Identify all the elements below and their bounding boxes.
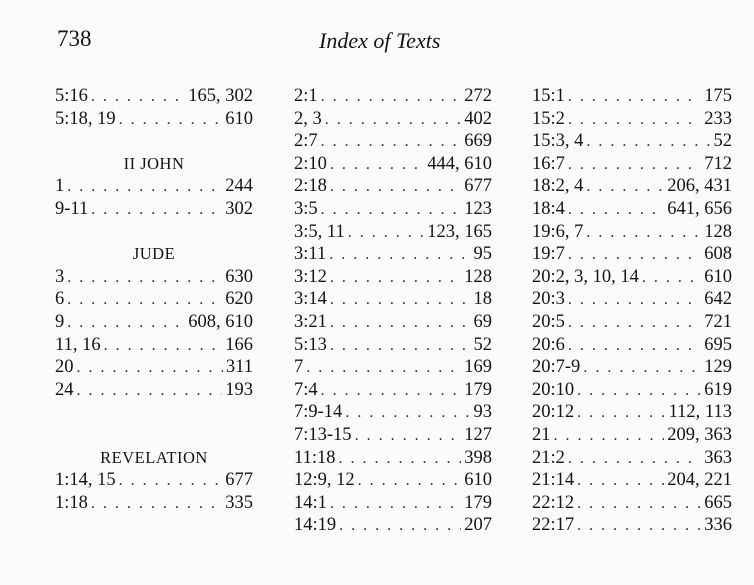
- verse-reference: 3:11: [294, 244, 327, 265]
- verse-reference: 2:18: [294, 176, 327, 197]
- index-column-1: [55, 85, 253, 514]
- index-entry: [294, 379, 492, 402]
- leader-dots: [568, 312, 701, 335]
- verse-reference: 1:14, 15: [55, 470, 116, 491]
- verse-reference: 2:10: [294, 153, 327, 174]
- index-entry: [55, 334, 253, 357]
- leader-dots: [321, 199, 462, 222]
- verse-reference: 5:18, 19: [55, 108, 116, 129]
- page-references: 608: [704, 244, 732, 265]
- leader-dots: [577, 470, 664, 493]
- verse-reference: 15:1: [532, 86, 565, 106]
- page-references: 93: [473, 402, 492, 423]
- verse-reference: 18:4: [532, 198, 565, 219]
- leader-dots: [338, 448, 461, 471]
- page-references: 402: [464, 108, 492, 129]
- leader-dots: [321, 380, 462, 403]
- leader-dots: [104, 335, 223, 358]
- index-entry: [294, 243, 492, 266]
- leader-dots: [67, 289, 222, 312]
- verse-reference: 21: [532, 424, 551, 445]
- leader-dots: [642, 267, 701, 290]
- page-references: 695: [704, 334, 732, 355]
- verse-reference: 24: [55, 379, 74, 400]
- index-entry: [532, 356, 732, 379]
- index-entry: [532, 424, 732, 447]
- page-references: 179: [464, 379, 492, 400]
- verse-reference: 16:7: [532, 153, 565, 174]
- leader-dots: [568, 244, 701, 267]
- leader-dots: [119, 109, 223, 132]
- page-references: 233: [704, 108, 732, 129]
- spacer: [55, 221, 253, 244]
- index-entry: [532, 108, 732, 131]
- leader-dots: [568, 335, 701, 358]
- index-entry: [55, 311, 253, 334]
- page-references: 95: [473, 244, 492, 265]
- index-entry: [532, 401, 732, 424]
- verse-reference: 7: [294, 357, 304, 378]
- leader-dots: [568, 154, 701, 177]
- verse-reference: 5:13: [294, 334, 327, 355]
- leader-dots: [91, 493, 222, 516]
- verse-reference: 19:7: [532, 244, 565, 265]
- index-entry: [294, 108, 492, 131]
- index-entry: [532, 469, 732, 492]
- index-entry: [532, 198, 732, 221]
- page-references: 712: [704, 153, 732, 174]
- index-entry: [294, 469, 492, 492]
- leader-dots: [568, 448, 701, 471]
- leader-dots: [554, 425, 665, 448]
- index-entry: [55, 469, 253, 492]
- page-references: 444, 610: [427, 153, 492, 174]
- page-references: 128: [704, 221, 732, 242]
- leader-dots: [306, 357, 461, 380]
- leader-dots: [330, 289, 471, 312]
- page-references: 721: [704, 311, 732, 332]
- verse-reference: 15:2: [532, 108, 565, 129]
- leader-dots: [321, 86, 462, 109]
- page-references: 193: [225, 379, 253, 400]
- verse-reference: 19:6, 7: [532, 221, 584, 242]
- leader-dots: [77, 357, 223, 380]
- verse-reference: 20:5: [532, 311, 565, 332]
- page-references: 610: [464, 470, 492, 491]
- book-heading: REVELATION: [100, 447, 208, 467]
- index-entry: [532, 334, 732, 357]
- page-references: 336: [704, 515, 732, 536]
- index-entry: [55, 108, 253, 131]
- page-references: 677: [464, 176, 492, 197]
- leader-dots: [568, 289, 701, 312]
- index-entry: [532, 175, 732, 198]
- page-references: 179: [464, 492, 492, 513]
- leader-dots: [577, 380, 701, 403]
- verse-reference: 21:2: [532, 447, 565, 468]
- spacer: [55, 130, 253, 153]
- leader-dots: [325, 109, 462, 132]
- leader-dots: [77, 380, 223, 403]
- page-references: 642: [704, 289, 732, 310]
- leader-dots: [577, 402, 665, 425]
- leader-dots: [67, 176, 222, 199]
- leader-dots: [358, 470, 462, 493]
- verse-reference: 15:3, 4: [532, 131, 584, 152]
- page-references: 665: [704, 492, 732, 513]
- index-entry: [55, 175, 253, 198]
- index-entry: [532, 243, 732, 266]
- index-column-2: [294, 85, 492, 537]
- book-heading: II JOHN: [123, 153, 185, 173]
- page-references: 123: [464, 198, 492, 219]
- verse-reference: 1:18: [55, 492, 88, 513]
- leader-dots: [330, 154, 424, 177]
- verse-reference: 14:1: [294, 492, 327, 513]
- page-references: 608, 610: [188, 311, 253, 332]
- leader-dots: [67, 312, 185, 335]
- leader-dots: [577, 493, 701, 516]
- page-references: 610: [704, 266, 732, 287]
- verse-reference: 7:13-15: [294, 424, 352, 445]
- leader-dots: [329, 244, 470, 267]
- page-references: 641, 656: [667, 198, 732, 219]
- leader-dots: [330, 312, 471, 335]
- verse-reference: 20: [55, 357, 74, 378]
- index-entry: [532, 130, 732, 153]
- leader-dots: [583, 357, 701, 380]
- verse-reference: 20:7-9: [532, 357, 581, 378]
- verse-reference: 20:3: [532, 289, 565, 310]
- verse-reference: 6: [55, 289, 65, 310]
- leader-dots: [67, 267, 222, 290]
- index-entry: [294, 198, 492, 221]
- verse-reference: 11, 16: [55, 334, 101, 355]
- leader-dots: [568, 199, 664, 222]
- verse-reference: 14:19: [294, 515, 337, 536]
- leader-dots: [330, 176, 461, 199]
- index-entry: [294, 334, 492, 357]
- page-references: 165, 302: [188, 86, 253, 106]
- page-references: 52: [713, 131, 732, 152]
- page-references: 244: [225, 176, 253, 197]
- page-references: 204, 221: [667, 470, 732, 491]
- page-references: 52: [473, 334, 492, 355]
- index-entry: [294, 85, 492, 108]
- verse-reference: 20:12: [532, 402, 575, 423]
- leader-dots: [568, 109, 701, 132]
- page-references: 175: [704, 86, 732, 106]
- verse-reference: 2, 3: [294, 108, 322, 129]
- verse-reference: 1: [55, 176, 65, 197]
- page-references: 302: [225, 198, 253, 219]
- index-entry: [294, 153, 492, 176]
- page-references: 669: [464, 131, 492, 152]
- leader-dots: [568, 86, 701, 109]
- verse-reference: 20:6: [532, 334, 565, 355]
- spacer: [55, 424, 253, 447]
- page-references: 206, 431: [667, 176, 732, 197]
- page-number: 738: [57, 26, 92, 51]
- verse-reference: 3:5, 11: [294, 221, 345, 242]
- verse-reference: 9-11: [55, 198, 89, 219]
- leader-dots: [339, 515, 461, 538]
- index-entry: [532, 266, 732, 289]
- leader-dots: [345, 402, 470, 425]
- verse-reference: 3: [55, 266, 65, 287]
- leader-dots: [91, 199, 222, 222]
- page-references: 677: [225, 470, 253, 491]
- index-entry: [55, 85, 253, 108]
- index-entry: [294, 288, 492, 311]
- index-entry: [55, 379, 253, 402]
- verse-reference: 9: [55, 311, 65, 332]
- page-references: 18: [473, 289, 492, 310]
- index-entry: [532, 311, 732, 334]
- index-entry: [532, 221, 732, 244]
- index-entry: [55, 356, 253, 379]
- verse-reference: 22:17: [532, 515, 575, 536]
- page-references: 166: [225, 334, 253, 355]
- index-entry: [55, 266, 253, 289]
- verse-reference: 7:9-14: [294, 402, 343, 423]
- leader-dots: [321, 131, 462, 154]
- page-references: 169: [464, 357, 492, 378]
- verse-reference: 3:14: [294, 289, 327, 310]
- index-entry: [294, 514, 492, 537]
- leader-dots: [330, 267, 461, 290]
- page-references: 272: [464, 86, 492, 106]
- page-references: 398: [464, 447, 492, 468]
- index-entry: [532, 288, 732, 311]
- page-references: 128: [464, 266, 492, 287]
- page-references: 363: [704, 447, 732, 468]
- index-entry: [532, 85, 732, 108]
- index-entry: [294, 492, 492, 515]
- page-references: 619: [704, 379, 732, 400]
- page-references: 69: [473, 311, 492, 332]
- leader-dots: [586, 131, 710, 154]
- leader-dots: [355, 425, 462, 448]
- page-references: 207: [464, 515, 492, 536]
- leader-dots: [91, 86, 185, 109]
- verse-reference: 21:14: [532, 470, 575, 491]
- spacer: [55, 401, 253, 424]
- verse-reference: 3:21: [294, 311, 327, 332]
- running-title: Index of Texts: [319, 28, 441, 53]
- page-references: 209, 363: [667, 424, 732, 445]
- index-entry: [532, 514, 732, 537]
- verse-reference: 2:7: [294, 131, 318, 152]
- index-entry: [532, 492, 732, 515]
- page-references: 610: [225, 108, 253, 129]
- index-entry: [294, 447, 492, 470]
- verse-reference: 22:12: [532, 492, 575, 513]
- verse-reference: 2:1: [294, 86, 318, 106]
- leader-dots: [330, 335, 471, 358]
- index-entry: [294, 175, 492, 198]
- page-references: 311: [225, 357, 253, 378]
- index-entry: [55, 492, 253, 515]
- leader-dots: [330, 493, 461, 516]
- verse-reference: 5:16: [55, 86, 88, 106]
- leader-dots: [119, 470, 223, 493]
- index-entry: [532, 153, 732, 176]
- verse-reference: 11:18: [294, 447, 336, 468]
- page-references: 127: [464, 424, 492, 445]
- leader-dots: [586, 222, 701, 245]
- verse-reference: 20:2, 3, 10, 14: [532, 266, 639, 287]
- verse-reference: 3:12: [294, 266, 327, 287]
- leader-dots: [586, 176, 664, 199]
- index-entry: [294, 221, 492, 244]
- page-references: 620: [225, 289, 253, 310]
- verse-reference: 18:2, 4: [532, 176, 584, 197]
- verse-reference: 7:4: [294, 379, 318, 400]
- verse-reference: 3:5: [294, 198, 318, 219]
- verse-reference: 20:10: [532, 379, 575, 400]
- leader-dots: [348, 222, 425, 245]
- index-entry: [532, 447, 732, 470]
- page-references: 335: [225, 492, 253, 513]
- index-entry: [55, 288, 253, 311]
- index-entry: [294, 130, 492, 153]
- index-column-3: [532, 85, 732, 537]
- page-references: 630: [225, 266, 253, 287]
- book-heading: JUDE: [132, 244, 176, 264]
- index-entry: [294, 266, 492, 289]
- index-entry: [532, 379, 732, 402]
- index-entry: [294, 311, 492, 334]
- page-references: 112, 113: [668, 402, 732, 423]
- verse-reference: 12:9, 12: [294, 470, 355, 491]
- leader-dots: [577, 515, 701, 538]
- index-entry: [294, 424, 492, 447]
- page-references: 129: [704, 357, 732, 378]
- index-entry: [294, 401, 492, 424]
- page-references: 123, 165: [427, 221, 492, 242]
- index-entry: [294, 356, 492, 379]
- index-entry: [55, 198, 253, 221]
